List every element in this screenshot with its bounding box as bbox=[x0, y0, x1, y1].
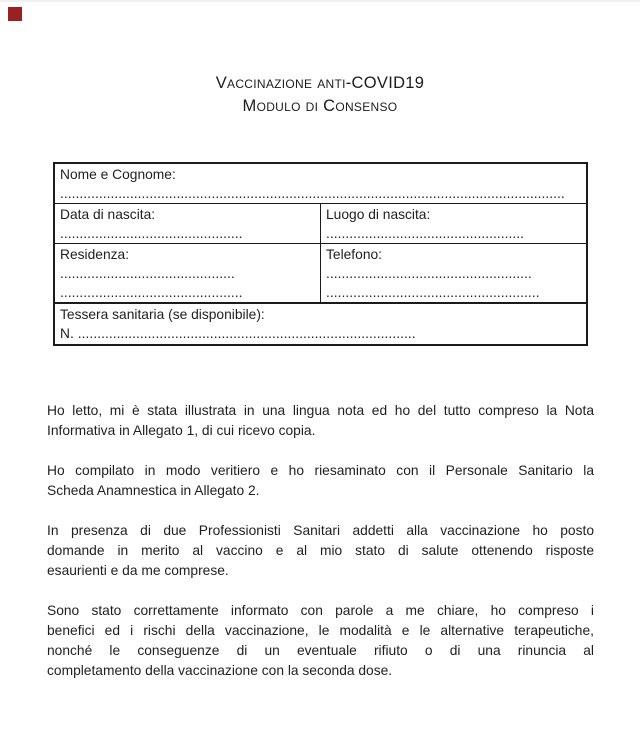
field-fill-line-tessera-number: N. ....................................................................................... bbox=[60, 326, 416, 341]
paragraph-line: Ho compilato in modo veritiero e ho riesaminato con il Personale Sanitario la bbox=[47, 463, 594, 478]
cell-telefono bbox=[321, 244, 588, 304]
personal-data-table bbox=[53, 162, 588, 346]
cell-tessera-sanitaria bbox=[54, 303, 587, 345]
paragraph-line: nonché le conseguenze di un eventuale rifiuto o di una rinuncia al bbox=[47, 643, 594, 658]
document-title bbox=[0, 0, 640, 118]
field-fill-line-residenza-1: ............................................. bbox=[60, 266, 235, 281]
row-nome-cognome bbox=[54, 163, 587, 204]
consent-paragraph-1 bbox=[47, 401, 594, 441]
field-fill-line-residenza-2: ............................................... bbox=[60, 285, 243, 300]
field-label-tessera: Tessera sanitaria (se disponibile): bbox=[60, 307, 265, 322]
paragraph-line: Scheda Anamnestica in Allegato 2. bbox=[47, 483, 260, 498]
field-label-residenza: Residenza: bbox=[60, 247, 130, 262]
field-label-nome-cognome: Nome e Cognome: bbox=[60, 167, 176, 182]
row-tessera-sanitaria bbox=[54, 303, 587, 345]
paragraph-line: Sono stato correttamente informato con parole a me chiare, ho compreso i bbox=[47, 603, 594, 618]
field-label-data-nascita: Data di nascita: bbox=[60, 207, 156, 222]
paragraph-line: Informativa in Allegato 1, di cui ricevo copia. bbox=[47, 423, 316, 438]
title-line-1: Vaccinazione anti-COVID19 bbox=[215, 74, 425, 92]
cell-data-nascita bbox=[54, 204, 321, 244]
row-nascita bbox=[54, 204, 587, 244]
page-top-edge bbox=[0, 0, 640, 2]
consent-paragraph-3 bbox=[47, 521, 594, 581]
cell-residenza bbox=[54, 244, 321, 304]
paragraph-line: In presenza di due Professionisti Sanitari addetti alla vaccinazione ho posto bbox=[47, 523, 594, 538]
field-label-telefono: Telefono: bbox=[326, 247, 382, 262]
paragraph-line: Ho letto, mi è stata illustrata in una lingua nota ed ho del tutto compreso la Nota bbox=[47, 403, 594, 418]
paragraph-line: completamento della vaccinazione con la seconda dose. bbox=[47, 663, 393, 678]
field-fill-line-luogo-nascita: ................................................... bbox=[326, 226, 525, 241]
field-fill-line-nome-cognome: .................................................................................................................................. bbox=[60, 186, 565, 201]
consent-paragraph-4 bbox=[47, 601, 594, 681]
field-fill-line-data-nascita: ............................................... bbox=[60, 226, 243, 241]
field-fill-line-telefono-2: ....................................................... bbox=[326, 285, 540, 300]
paragraph-line: benefici ed i rischi della vaccinazione, le modalità e le alternative terapeutiche, bbox=[47, 623, 594, 638]
cell-luogo-nascita bbox=[321, 204, 588, 244]
row-residenza-telefono bbox=[54, 244, 587, 304]
cell-nome-cognome bbox=[54, 163, 587, 204]
field-label-luogo-nascita: Luogo di nascita: bbox=[326, 207, 431, 222]
paragraph-line: domande in merito al vaccino e al mio stato di salute ottenendo risposte bbox=[47, 543, 594, 558]
paragraph-line: esaurienti e da me comprese. bbox=[47, 563, 229, 578]
field-fill-line-telefono-1: ..................................................... bbox=[326, 266, 532, 281]
title-line-2: Modulo di Consenso bbox=[242, 97, 398, 115]
red-marker bbox=[8, 7, 22, 21]
consent-text bbox=[47, 401, 594, 681]
consent-paragraph-2 bbox=[47, 461, 594, 501]
